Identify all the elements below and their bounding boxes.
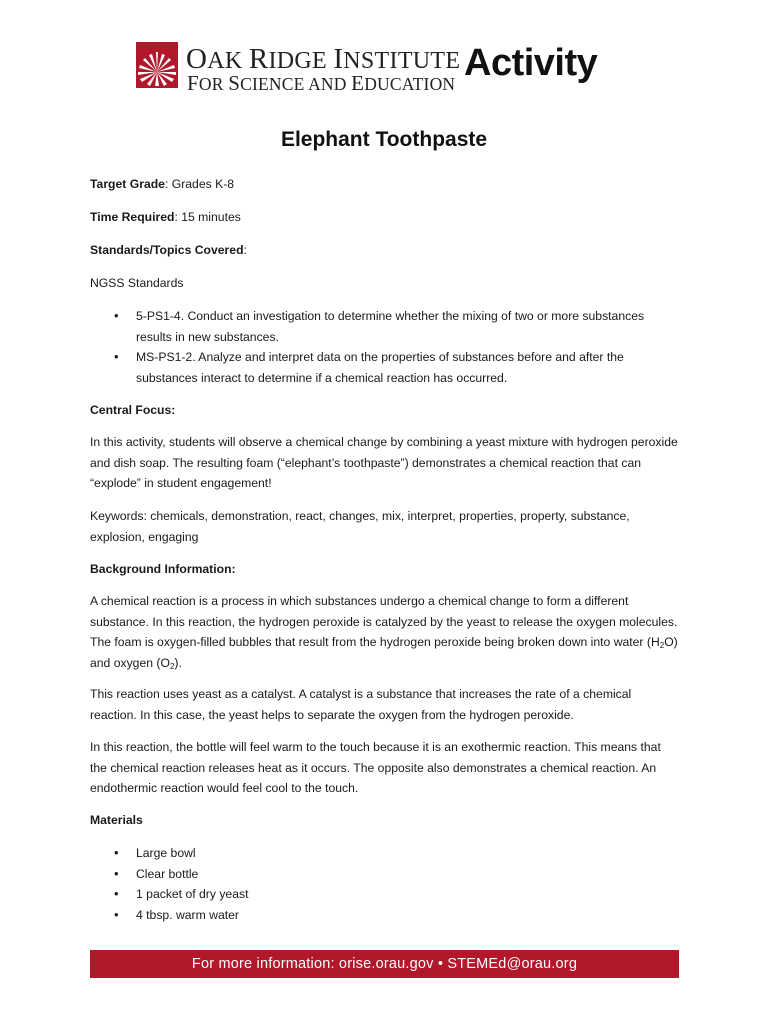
list-item: • MS-PS1-2. Analyze and interpret data on the properties of substances before and after the substances interact to determine if a chemical reaction has occurred.	[90, 347, 680, 388]
background-paragraph-3: In this reaction, the bottle will feel warm to the touch because it is an exothermic reaction. This means that the chemical reaction releases heat as it occurs. The opposite also demonstrates a chemical reaction. An endothermic reaction would feel cool to the touch.	[90, 740, 661, 795]
orise-sunburst-logo	[136, 42, 178, 88]
target-grade	[90, 174, 234, 195]
materials-list	[90, 843, 680, 925]
org-name-line1: OAK RIDGE INSTITUTE	[186, 43, 461, 75]
central-focus-heading: Central Focus:	[90, 403, 176, 417]
background-heading: Background Information:	[90, 562, 236, 576]
keywords: Keywords: chemicals, demonstration, react, changes, mix, interpret, properties, property, substance, explosion, engaging	[90, 509, 630, 544]
org-name-line2: FOR SCIENCE AND EDUCATION	[187, 71, 456, 95]
materials-heading: Materials	[90, 813, 143, 827]
background-paragraph-1: A chemical reaction is a process in which substances undergo a chemical change to form a different substance. In this reaction, the hydrogen peroxide is catalyzed by the yeast to release the oxygen molecules. The foam is oxygen-filled bubbles that result from the hydrogen peroxide being broken down into water $(H_2O)$ and oxygen $(O_2)$.	[90, 594, 678, 671]
background-paragraph-2: This reaction uses yeast as a catalyst. A catalyst is a substance that increases the rate of a chemical reaction. In this case, the yeast helps to separate the oxygen from the hydrogen peroxide.	[90, 687, 632, 722]
header	[136, 42, 616, 95]
time-required-label: Time Required	[90, 210, 175, 224]
footer-contact-bar: For more information: orise.orau.gov • STEMEd@orau.org	[90, 950, 679, 978]
standards-suffix: :	[243, 243, 247, 257]
standards-label: Standards/Topics Covered	[90, 243, 244, 257]
target-grade-label: Target Grade	[90, 177, 165, 191]
standards-list	[90, 306, 680, 388]
time-required-value: : 15 minutes	[174, 210, 241, 224]
list-item: • Clear bottle	[90, 864, 680, 885]
list-item: • 5-PS1-4. Conduct an investigation to determine whether the mixing of two or more substances results in new substances.	[90, 306, 680, 347]
time-required	[90, 207, 241, 228]
list-item: • 4 tbsp. warm water	[90, 905, 680, 926]
standards-heading	[90, 240, 247, 261]
standards-group-name: NGSS Standards	[90, 276, 184, 290]
page-title: Elephant Toothpaste	[280, 128, 488, 151]
target-grade-value: : Grades K-8	[164, 177, 235, 191]
central-focus-body: In this activity, students will observe a chemical change by combining a yeast mixture with hydrogen peroxide and dish soap. The resulting foam (“elephant’s toothpaste”) demonstrates a chemical reaction that can “explode” in student engagement!	[90, 435, 678, 490]
list-item: • 1 packet of dry yeast	[90, 884, 680, 905]
list-item: • Large bowl	[90, 843, 680, 864]
activity-label: Activity	[464, 42, 598, 84]
